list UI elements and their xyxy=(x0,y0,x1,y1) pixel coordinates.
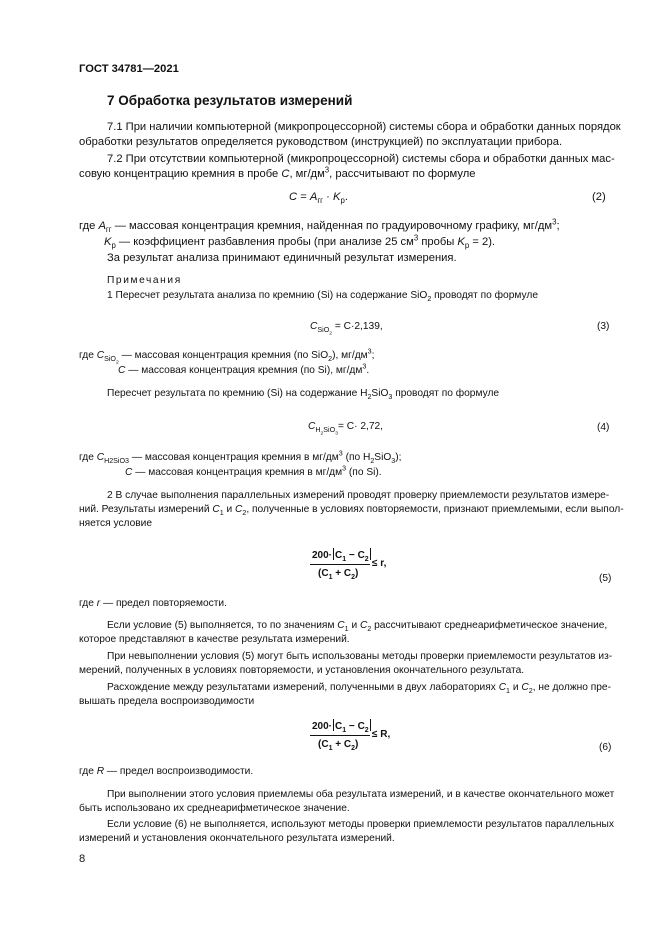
formula-2-number: (2) xyxy=(592,191,606,203)
parallel-line-1: 2 В случае выполнения параллельных измерений проводят проверку приемлемости результатов измере- xyxy=(107,490,610,501)
page-number: 8 xyxy=(79,853,86,865)
formula-4: $C_{H_2SiO_3}= C\cdot 2,72$, xyxy=(308,421,383,437)
labs-line-1: Расхождение между результатами измерений, полученными в двух лабораториях $C_1$ и $C_2$, не должно пре- xyxy=(107,682,611,696)
where-4-ch2sio3: где $C_{H2SiO3}$ — массовая концентрация кремния в $мг/дм^3$ (по $H_2SiO_3$); xyxy=(79,449,402,466)
fail6-line-2: измерений и установления окончательного результата измерений. xyxy=(79,833,395,844)
fail6-line-1: Если условие (6) не выполняется, используют методы проверки приемлемости результатов параллельных xyxy=(107,819,614,830)
labs-line-2: вышать предела воспроизводимости xyxy=(79,696,255,707)
document-standard-code: ГОСТ 34781—2021 xyxy=(79,63,179,75)
formula-4-number: (4) xyxy=(597,422,610,433)
parallel-line-2: ний. Результаты измерений $C_1$ и $C_2$, полученные в условиях повторяемости, признают приемлемыми, если выпол- xyxy=(79,504,624,518)
parallel-line-3: няется условие xyxy=(79,518,153,529)
single-result-text: За результат анализа принимают единичный результат измерения. xyxy=(107,252,457,264)
paragraph-7-1-line-1: 7.1 При наличии компьютерной (микропроцессорной) системы сбора и обработки данных порядок xyxy=(107,121,621,133)
formula-5-denominator: $(C_1 + C_2)$ xyxy=(318,568,359,581)
fail5-line-2: мерений, полученных в условиях повторяемости, и установления окончательного результата. xyxy=(79,665,525,676)
fail5-line-1: При невыполнении условия (5) могут быть использованы методы проверки приемлемости результатов из- xyxy=(107,651,613,662)
paragraph-7-2-line-2: совую концентрацию кремния в пробе C, $мг/дм^3$, рассчитывают по формуле xyxy=(79,165,476,180)
where-3-csio2: где $C_{SiO_2}$ — массовая концентрация кремния (по SiO$_2$), $мг/дм^3$; xyxy=(79,347,375,366)
formula-3: $C_{SiO_2} = C\cdot 2,139$, xyxy=(310,321,383,337)
note-1-text: 1 Пересчет результата анализа по кремнию (Si) на содержание SiO$_2$ проводят по формуле xyxy=(107,290,538,304)
formula-6-relation: ≤ R, xyxy=(372,729,391,740)
formula-5-number: (5) xyxy=(599,573,612,584)
where-3-c: C — массовая концентрация кремния (по Si), $мг/дм^3$. xyxy=(118,362,370,376)
ok6-line-1: При выполнении этого условия приемлемы оба результата измерений, и в качестве окончательного может xyxy=(107,789,615,800)
notes-heading: Примечания xyxy=(107,275,182,286)
formula-2: $C = A_{гг} \cdot K_р$. xyxy=(289,191,348,206)
paragraph-7-1-line-2: обработки результатов определяется руководством (инструкцией) по эксплуатации прибора. xyxy=(79,136,563,148)
section-title: 7 Обработка результатов измерений xyxy=(107,93,353,108)
formula-5-numerator: $200\cdot C_1 - C_2$ xyxy=(312,550,369,563)
formula-6-denominator: $(C_1 + C_2)$ xyxy=(318,739,359,752)
formula-6-numerator: $200\cdot C_1 - C_2$ xyxy=(312,721,369,734)
paragraph-7-2-line-1: 7.2 При отсутствии компьютерной (микропроцессорной) системы сбора и обработки данных мас- xyxy=(107,153,615,165)
formula-5 xyxy=(310,548,400,586)
where-2-a: где $A_{гг}$ — массовая концентрация кремния, найденная по градуировочному графику, $мг/дм^3$; xyxy=(79,217,560,235)
recalc-h2sio3-text: Пересчет результата по кремнию (Si) на содержание $H_2SiO_3$ проводят по формуле xyxy=(107,388,500,402)
ok6-line-2: быть использовано их среднеарифметическое значение. xyxy=(79,803,350,814)
if5-line-2: которое представляют в качестве результата измерений. xyxy=(79,634,350,645)
formula-6-number: (6) xyxy=(599,742,612,753)
r-definition: где r — предел повторяемости. xyxy=(79,598,227,609)
R-definition: где R — предел воспроизводимости. xyxy=(79,766,254,777)
where-2-k: $K_р$ — коэффициент разбавления пробы (при анализе 25 $см^3$ пробы $K_р = 2$). xyxy=(104,233,496,251)
formula-3-number: (3) xyxy=(597,321,610,332)
formula-5-relation: ≤ r, xyxy=(372,558,387,569)
formula-6 xyxy=(310,719,400,757)
where-4-c: C — массовая концентрация кремния в $мг/дм^3$ (по Si). xyxy=(125,464,382,478)
if5-line-1: Если условие (5) выполняется, то по значениям $C_1$ и $C_2$ рассчитывают среднеарифметическое значение, xyxy=(107,620,608,634)
